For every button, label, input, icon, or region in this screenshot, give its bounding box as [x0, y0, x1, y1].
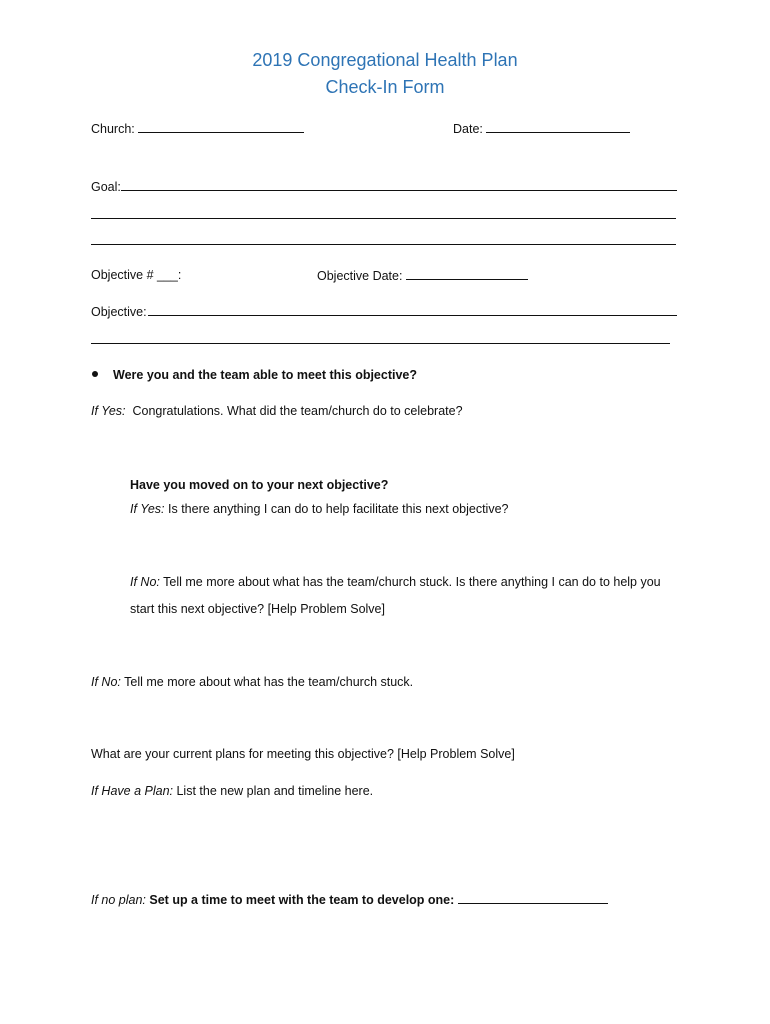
have-plan-text: List the new plan and timeline here. [176, 784, 374, 798]
next-if-yes-text: Is there anything I can do to help facilitate this next objective? [168, 502, 509, 516]
if-no-stuck [91, 674, 413, 690]
no-plan-text: Set up a time to meet with the team to develop one: [149, 893, 455, 907]
goal-input-line-2[interactable] [91, 218, 676, 219]
objective-input-line-2[interactable] [91, 343, 670, 344]
church-field[interactable] [91, 120, 304, 137]
form-title: 2019 Congregational Health Plan [252, 50, 518, 70]
objective-date-input-line[interactable] [406, 267, 528, 280]
if-yes-celebrate [91, 403, 463, 419]
if-yes-text: Congratulations. What did the team/church do to celebrate? [132, 404, 463, 418]
if-no-plan[interactable] [91, 891, 608, 908]
objective-date-field[interactable] [317, 267, 528, 284]
if-no-label: If No: [91, 675, 121, 689]
next-objective-if-yes [130, 501, 509, 517]
if-have-plan [91, 783, 373, 799]
have-plan-label: If Have a Plan: [91, 784, 173, 798]
next-objective-if-no [130, 574, 661, 590]
no-plan-label: If no plan: [91, 893, 146, 907]
bullet-icon [92, 371, 98, 377]
church-label: Church: [91, 122, 135, 136]
next-if-no-label: If No: [130, 575, 160, 589]
date-field[interactable] [453, 120, 630, 137]
goal-input-line-1[interactable] [121, 190, 677, 191]
objective-input-line-1[interactable] [148, 315, 677, 316]
date-input-line[interactable] [486, 120, 630, 133]
current-plans-question: What are your current plans for meeting this objective? [Help Problem Solve] [91, 747, 515, 761]
next-if-yes-label: If Yes: [130, 502, 165, 516]
objective-date-label: Objective Date: [317, 269, 403, 283]
date-label: Date: [453, 122, 483, 136]
church-input-line[interactable] [138, 120, 304, 133]
next-if-no-text: Tell me more about what has the team/church stuck. Is there anything I can do to help you [163, 575, 661, 589]
meeting-time-input-line[interactable] [458, 891, 608, 904]
if-no-text: Tell me more about what has the team/church stuck. [124, 675, 414, 689]
next-if-no-text-continued: start this next objective? [Help Problem Solve] [130, 602, 385, 616]
form-subtitle: Check-In Form [325, 77, 445, 97]
objective-label: Objective: [91, 305, 147, 319]
goal-label: Goal: [91, 180, 121, 194]
if-yes-label: If Yes: [91, 404, 126, 418]
objective-number-label[interactable]: Objective # ___: [91, 268, 182, 282]
question-next-objective: Have you moved on to your next objective? [130, 478, 389, 492]
question-meet-objective: Were you and the team able to meet this objective? [113, 368, 418, 382]
goal-input-line-3[interactable] [91, 244, 676, 245]
